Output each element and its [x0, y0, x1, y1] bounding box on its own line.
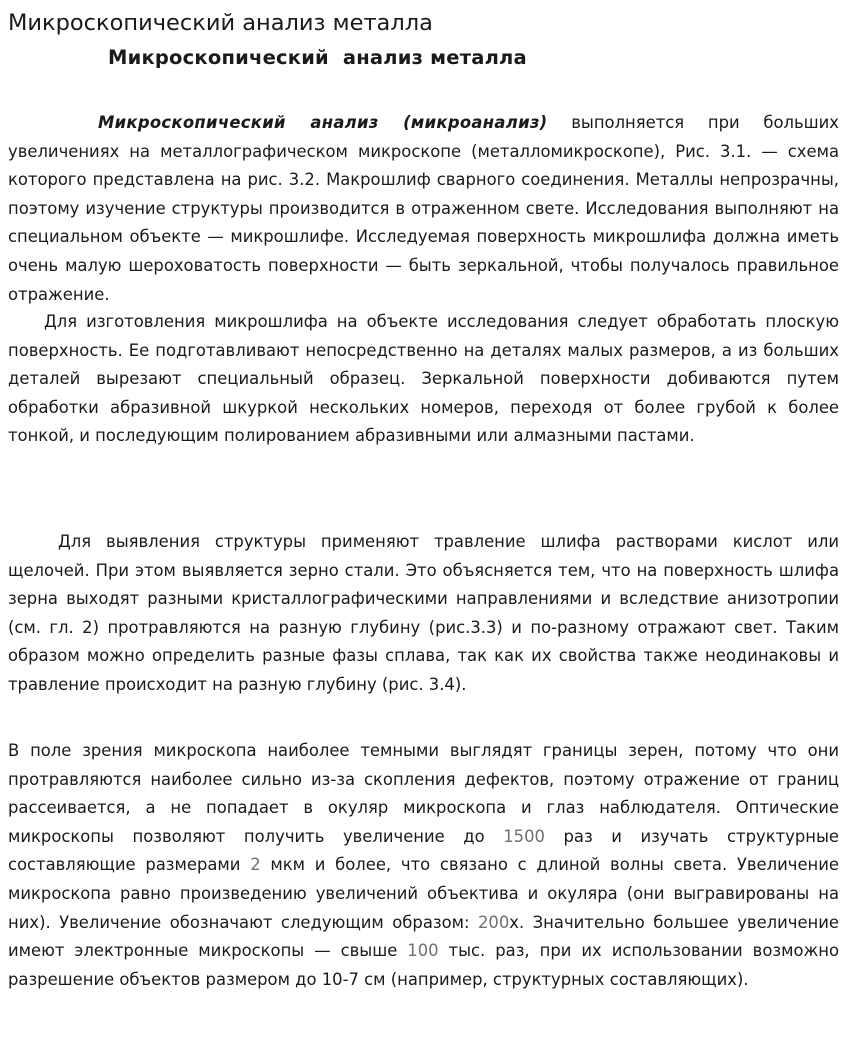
document-heading: Микроскопический анализ металла [108, 46, 527, 69]
paragraph-text: тыс. раз, при их использовании возможно разрешение объектов размером до 10-7 см (например, структурных составляющих). [8, 941, 839, 989]
paragraph-text: В поле зрения микроскопа наиболее темными выглядят границы зерен, потому что они протравляются наиболее сильно из-за скопления дефектов, поэтому отражение от границ рассеивается, а не попадает в окуляр микроскопа и глаз наблюдателя. Оптические микроскопы позволяют получить увеличение до [8, 741, 839, 846]
electron-magnification-value: 100 [407, 941, 439, 961]
magnification-value: 1500 [503, 826, 545, 846]
magnification-example-value: 200 [477, 912, 510, 932]
paragraph-lead-term: Микроскопический анализ (микроанализ) [98, 113, 548, 132]
page-title: Микроскопический анализ металла [8, 10, 433, 36]
paragraph-text: х. Значительно большее увеличение имеют электронные микроскопы — свыше [8, 912, 840, 961]
paragraph-text: выполняется при больших увеличениях на металлографическом микроскопе (металломикроскопе), Рис. 3.1. — схема которого представлена на рис. 3.2. Макрошлиф сварного соединения. Металлы непрозрачны, поэтому изучение структуры производится в отраженном свете. Исследования выполняют на специальном объекте — микрошлифе. Исследуемая поверхность микрошлифа должна иметь очень малую шероховатость поверхности — быть зеркальной, чтобы получалось правильное отражение. [8, 113, 839, 304]
paragraph-etching: Для выявления структуры применяют травление шлифа растворами кислот или щелочей. При этом выявляется зерно стали. Это объясняется тем, что на поверхность шлифа зерна выходят разными кристаллографическими направлениями и вследствие анизотропии (см. гл. 2) протравляются на разную глубину (рис.3.3) и по-разному отражают свет. Таким образом можно определить разные фазы сплава, так как их свойства также неодинаковы и травление происходит на разную глубину (рис. 3.4). [8, 532, 839, 694]
size-value: 2 [250, 855, 261, 875]
paragraph-microanalysis [8, 109, 839, 309]
paragraph-text: мкм и более, что связано с длиной волны света. Увеличение микроскопа равно произведению увеличений объектива и окуляра (они выгравированы на них). Увеличение обозначают следующим образом: [8, 855, 839, 932]
paragraph-magnification [8, 737, 839, 994]
paragraph-preparation: Для изготовления микрошлифа на объекте исследования следует обработать плоскую поверхность. Ее подготавливают непосредственно на деталях малых размеров, а из больших деталей вырезают специальный образец. Зеркальной поверхности добиваются путем обработки абразивной шкуркой нескольких номеров, переходя от более грубой к более тонкой, и последующим полированием абразивными или алмазными пастами. [8, 312, 839, 446]
paragraph-text: раз и изучать структурные составляющие размерами [8, 826, 839, 875]
